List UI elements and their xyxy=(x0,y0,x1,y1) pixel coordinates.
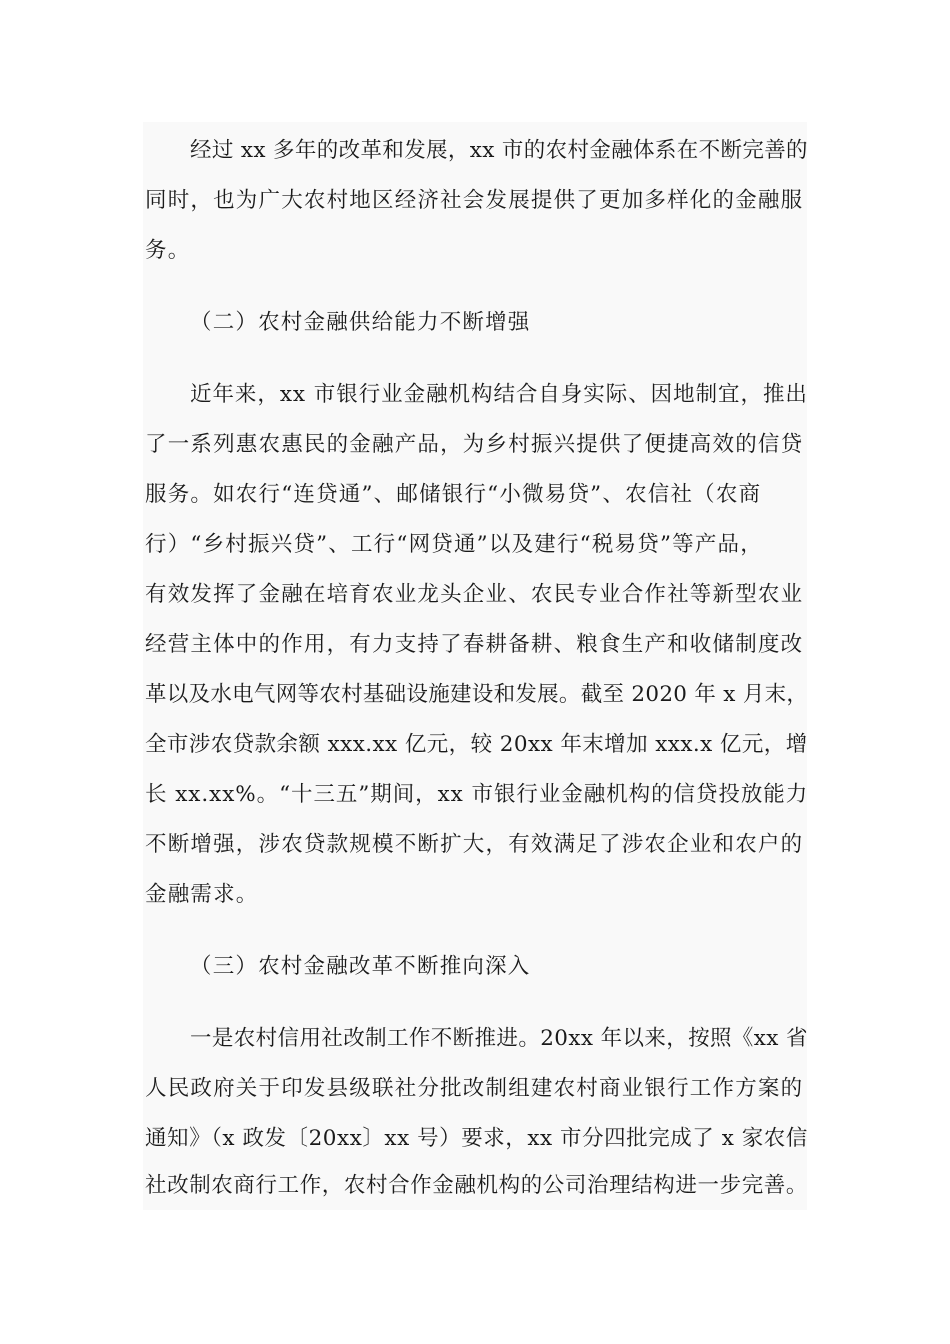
paragraph-3-line-4: 社改制农商行工作，农村合作金融机构的公司治理结构进一步完善。 xyxy=(145,1173,809,1198)
paragraph-2-line-6: 经营主体中的作用，有力支持了春耕备耕、粮食生产和收储制度改 xyxy=(145,632,804,657)
paragraph-2-line-2: 了一系列惠农惠民的金融产品，为乡村振兴提供了便捷高效的信贷 xyxy=(145,432,804,457)
paragraph-2-line-8: 全市涉农贷款余额 xxx.xx 亿元，较 20xx 年末增加 xxx.x 亿元，增 xyxy=(145,732,808,757)
paragraph-3-line-1: 一是农村信用社改制工作不断推进。20xx 年以来，按照《xx 省 xyxy=(190,1026,808,1051)
paragraph-1-line-2: 同时，也为广大农村地区经济社会发展提供了更加多样化的金融服 xyxy=(145,188,804,213)
paragraph-1-line-3: 务。 xyxy=(145,238,191,263)
paragraph-2-line-3: 服务。如农行“连贷通”、邮储银行“小微易贷”、农信社（农商 xyxy=(145,482,762,507)
paragraph-1-line-1: 经过 xx 多年的改革和发展，xx 市的农村金融体系在不断完善的 xyxy=(190,138,808,163)
paragraph-2-line-1: 近年来，xx 市银行业金融机构结合自身实际、因地制宜，推出 xyxy=(190,382,808,407)
paragraph-3-line-3: 通知》（x 政发〔20xx〕xx 号）要求，xx 市分四批完成了 x 家农信 xyxy=(145,1126,808,1151)
paragraph-3-line-2: 人民政府关于印发县级联社分批改制组建农村商业银行工作方案的 xyxy=(145,1076,804,1101)
paragraph-2-line-7: 革以及水电气网等农村基础设施建设和发展。截至 2020 年 x 月末， xyxy=(145,682,809,707)
section-heading-3: （三）农村金融改革不断推向深入 xyxy=(190,954,531,979)
paragraph-2-line-5: 有效发挥了金融在培育农业龙头企业、农民专业合作社等新型农业 xyxy=(145,582,804,607)
paragraph-2-line-9: 长 xx.xx%。“十三五”期间，xx 市银行业金融机构的信贷投放能力 xyxy=(145,782,809,807)
paragraph-2-line-10: 不断增强，涉农贷款规模不断扩大，有效满足了涉农企业和农户的 xyxy=(145,832,804,857)
paragraph-2-line-4: 行）“乡村振兴贷”、工行“网贷通”以及建行“税易贷”等产品， xyxy=(145,532,763,557)
paragraph-2-line-11: 金融需求。 xyxy=(145,882,259,907)
section-heading-2: （二）农村金融供给能力不断增强 xyxy=(190,310,531,335)
